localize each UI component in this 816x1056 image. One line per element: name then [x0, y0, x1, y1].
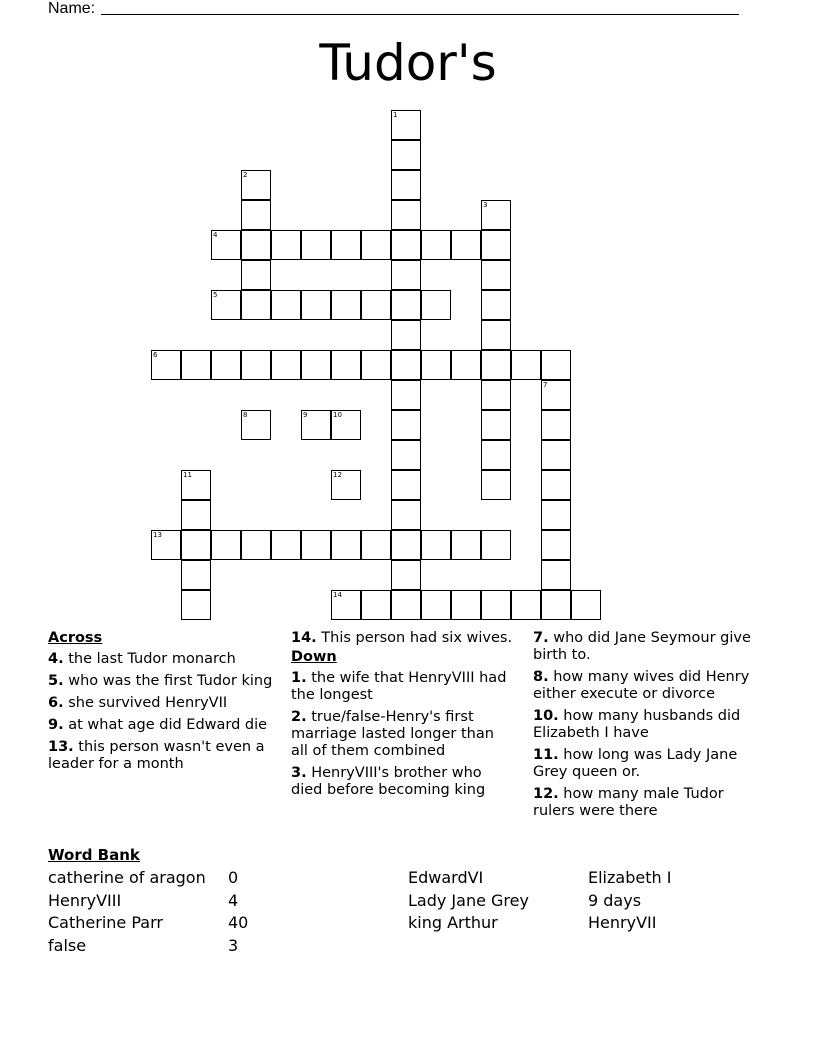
- clue: [533, 669, 763, 703]
- word-bank-column-1: [48, 867, 206, 957]
- crossword-cell[interactable]: [211, 530, 241, 560]
- crossword-cell[interactable]: [211, 290, 241, 320]
- crossword-cell[interactable]: [541, 560, 571, 590]
- crossword-cell[interactable]: [241, 410, 271, 440]
- clue: [48, 673, 276, 690]
- crossword-cell[interactable]: [481, 410, 511, 440]
- clue-number-label: 1.: [291, 670, 307, 686]
- crossword-cell[interactable]: [391, 290, 421, 320]
- crossword-cell[interactable]: [391, 260, 421, 290]
- crossword-cell[interactable]: [181, 350, 211, 380]
- crossword-cell[interactable]: [241, 170, 271, 200]
- crossword-cell[interactable]: [451, 530, 481, 560]
- name-underline: [101, 0, 739, 15]
- crossword-cell[interactable]: [391, 590, 421, 620]
- crossword-cell[interactable]: [481, 530, 511, 560]
- crossword-cell[interactable]: [541, 440, 571, 470]
- across-heading: Across: [48, 630, 103, 646]
- clue: [291, 670, 513, 704]
- crossword-cell[interactable]: [361, 350, 391, 380]
- clue-text: who did Jane Seymour give birth to.: [533, 630, 751, 663]
- crossword-cell[interactable]: [481, 260, 511, 290]
- crossword-cell[interactable]: [481, 380, 511, 410]
- crossword-cell[interactable]: [271, 230, 301, 260]
- crossword-cell[interactable]: [391, 410, 421, 440]
- clue-text: the wife that HenryVIII had the longest: [291, 670, 507, 703]
- crossword-cell[interactable]: [271, 530, 301, 560]
- clue-text: this person wasn't even a leader for a month: [48, 739, 265, 772]
- crossword-cell[interactable]: [241, 230, 271, 260]
- crossword-cell[interactable]: [391, 500, 421, 530]
- crossword-cell[interactable]: [391, 110, 421, 140]
- crossword-cell[interactable]: [391, 380, 421, 410]
- crossword-cell[interactable]: [481, 200, 511, 230]
- crossword-cell[interactable]: [331, 230, 361, 260]
- page-title: Tudor's: [319, 34, 497, 92]
- word-bank-word: Lady Jane Grey: [408, 890, 529, 910]
- clue-number: 5: [213, 291, 218, 299]
- crossword-cell[interactable]: [481, 290, 511, 320]
- clue: [291, 630, 513, 647]
- crossword-cell[interactable]: [541, 380, 571, 410]
- clue-number: 13: [153, 531, 162, 539]
- clue: [48, 695, 276, 712]
- word-bank-word: 40: [228, 913, 249, 932]
- crossword-cell[interactable]: [541, 410, 571, 440]
- crossword-cell[interactable]: [241, 530, 271, 560]
- down-clue-list-continued: [533, 630, 763, 820]
- clue-column-3: [533, 630, 763, 825]
- crossword-cell[interactable]: [361, 590, 391, 620]
- clue-number-label: 12.: [533, 786, 559, 802]
- clue-text: HenryVIII's brother who died before becoming king: [291, 765, 486, 798]
- clue-number: 1: [393, 111, 398, 119]
- crossword-cell[interactable]: [451, 230, 481, 260]
- crossword-cell[interactable]: [301, 230, 331, 260]
- crossword-cell[interactable]: [301, 350, 331, 380]
- word-bank-word: 9 days: [588, 890, 642, 910]
- crossword-cell[interactable]: [271, 290, 301, 320]
- crossword-cell[interactable]: [511, 350, 541, 380]
- clue-number: 10: [333, 411, 342, 419]
- clue-number-label: 9.: [48, 717, 64, 733]
- clue: [48, 717, 276, 734]
- crossword-cell[interactable]: [181, 470, 211, 500]
- word-bank-word: 3: [228, 935, 239, 955]
- crossword-cell[interactable]: [391, 440, 421, 470]
- crossword-cell[interactable]: [481, 350, 511, 380]
- crossword-cell[interactable]: [151, 530, 181, 560]
- clue-number: 9: [303, 411, 308, 419]
- word-bank-word: catherine of aragon: [48, 868, 206, 887]
- word-bank-word: king Arthur: [408, 913, 498, 932]
- crossword-cell[interactable]: [541, 500, 571, 530]
- crossword-cell[interactable]: [241, 200, 271, 230]
- crossword-cell[interactable]: [331, 470, 361, 500]
- clue: [533, 747, 763, 781]
- crossword-cell[interactable]: [451, 350, 481, 380]
- crossword-cell[interactable]: [181, 560, 211, 590]
- crossword-cell[interactable]: [181, 500, 211, 530]
- crossword-cell[interactable]: [541, 350, 571, 380]
- crossword-cell[interactable]: [481, 470, 511, 500]
- clue-number: 6: [153, 351, 158, 359]
- crossword-cell[interactable]: [331, 290, 361, 320]
- word-bank-heading: Word Bank: [48, 846, 140, 864]
- across-clue-list-continued: [291, 630, 513, 647]
- clue-text: how many wives did Henry either execute or divorce: [533, 669, 750, 702]
- crossword-cell[interactable]: [481, 440, 511, 470]
- clue-number-label: 8.: [533, 669, 549, 685]
- clue-number: 4: [213, 231, 218, 239]
- crossword-cell[interactable]: [421, 230, 451, 260]
- clue: [291, 709, 513, 760]
- crossword-cell[interactable]: [451, 590, 481, 620]
- clue-number-label: 5.: [48, 673, 64, 689]
- crossword-cell[interactable]: [391, 470, 421, 500]
- clue-text: the last Tudor monarch: [63, 651, 236, 667]
- clue-number-label: 10.: [533, 708, 559, 724]
- clue-number: 3: [483, 201, 488, 209]
- clue: [533, 786, 763, 820]
- crossword-cell[interactable]: [421, 290, 451, 320]
- crossword-cell[interactable]: [361, 230, 391, 260]
- word-bank-word: HenryVII: [588, 913, 657, 932]
- crossword-cell[interactable]: [361, 290, 391, 320]
- word-bank-column-3: [408, 867, 529, 935]
- clue-number-label: 13.: [48, 739, 74, 755]
- word-bank-word: HenryVIII: [48, 890, 122, 910]
- crossword-cell[interactable]: [241, 260, 271, 290]
- crossword-cell[interactable]: [331, 410, 361, 440]
- down-clue-list: [291, 670, 513, 799]
- word-bank-word: false: [48, 935, 87, 955]
- clue-text: This person had six wives.: [316, 630, 513, 646]
- crossword-cell[interactable]: [241, 290, 271, 320]
- clue-number: 8: [243, 411, 248, 419]
- clue-number-label: 6.: [48, 695, 64, 711]
- crossword-cell[interactable]: [421, 590, 451, 620]
- crossword-cell[interactable]: [241, 350, 271, 380]
- word-bank-word: Catherine Parr: [48, 913, 163, 932]
- crossword-cell[interactable]: [181, 530, 211, 560]
- name-field: [48, 0, 739, 18]
- crossword-cell[interactable]: [151, 350, 181, 380]
- word-bank-word: EdwardVI: [408, 868, 484, 887]
- clue-text: she survived HenryVII: [63, 695, 228, 711]
- crossword-cell[interactable]: [421, 350, 451, 380]
- crossword-cell[interactable]: [391, 350, 421, 380]
- clue: [48, 739, 276, 773]
- crossword-cell[interactable]: [271, 350, 301, 380]
- clue-number: 7: [543, 381, 548, 389]
- crossword-cell[interactable]: [391, 320, 421, 350]
- down-heading: Down: [291, 649, 337, 665]
- crossword-cell[interactable]: [331, 530, 361, 560]
- clue-column-1: [48, 630, 276, 778]
- clue-text: how many male Tudor rulers were there: [533, 786, 724, 819]
- name-label: Name:: [48, 0, 96, 17]
- clue-text: how many husbands did Elizabeth I have: [533, 708, 741, 741]
- crossword-cell[interactable]: [331, 590, 361, 620]
- crossword-cell[interactable]: [391, 530, 421, 560]
- crossword-cell[interactable]: [361, 530, 391, 560]
- clue-number-label: 11.: [533, 747, 559, 763]
- clue: [291, 765, 513, 799]
- clue-number-label: 3.: [291, 765, 307, 781]
- clue-text: how long was Lady Jane Grey queen or.: [533, 747, 738, 780]
- crossword-cell[interactable]: [391, 560, 421, 590]
- crossword-cell[interactable]: [541, 590, 571, 620]
- crossword-cell[interactable]: [391, 170, 421, 200]
- clue-text: who was the first Tudor king: [63, 673, 273, 689]
- clue: [533, 708, 763, 742]
- clue-text: true/false-Henry's first marriage lasted longer than all of them combined: [291, 709, 494, 759]
- clue-number: 12: [333, 471, 342, 479]
- clue-text: at what age did Edward die: [63, 717, 268, 733]
- crossword-cell[interactable]: [481, 230, 511, 260]
- crossword-cell[interactable]: [391, 140, 421, 170]
- word-bank-column-2: [228, 867, 248, 957]
- clue-number: 11: [183, 471, 192, 479]
- crossword-cell[interactable]: [301, 410, 331, 440]
- clue-number-label: 14.: [291, 630, 317, 646]
- crossword-cell[interactable]: [301, 530, 331, 560]
- word-bank-word: 0: [228, 868, 239, 887]
- clue-number-label: 4.: [48, 651, 64, 667]
- clue-column-2: [291, 630, 513, 804]
- crossword-cell[interactable]: [211, 350, 241, 380]
- clue-number: 14: [333, 591, 342, 599]
- clue-number-label: 7.: [533, 630, 549, 646]
- crossword-cell[interactable]: [181, 590, 211, 620]
- across-clue-list: [48, 651, 276, 773]
- crossword-cell[interactable]: [391, 200, 421, 230]
- clue-number: 2: [243, 171, 248, 179]
- crossword-cell[interactable]: [481, 590, 511, 620]
- word-bank-word: 4: [228, 890, 239, 910]
- crossword-cell[interactable]: [571, 590, 601, 620]
- crossword-cell[interactable]: [541, 470, 571, 500]
- crossword-cell[interactable]: [211, 230, 241, 260]
- crossword-cell[interactable]: [481, 320, 511, 350]
- crossword-cell[interactable]: [511, 590, 541, 620]
- crossword-cell[interactable]: [541, 530, 571, 560]
- word-bank-word: Elizabeth I: [588, 868, 672, 887]
- crossword-cell[interactable]: [331, 350, 361, 380]
- crossword-cell[interactable]: [301, 290, 331, 320]
- clue: [533, 630, 763, 664]
- clue-number-label: 2.: [291, 709, 307, 725]
- word-bank-column-4: [588, 867, 671, 935]
- crossword-cell[interactable]: [421, 530, 451, 560]
- clue: [48, 651, 276, 668]
- crossword-cell[interactable]: [391, 230, 421, 260]
